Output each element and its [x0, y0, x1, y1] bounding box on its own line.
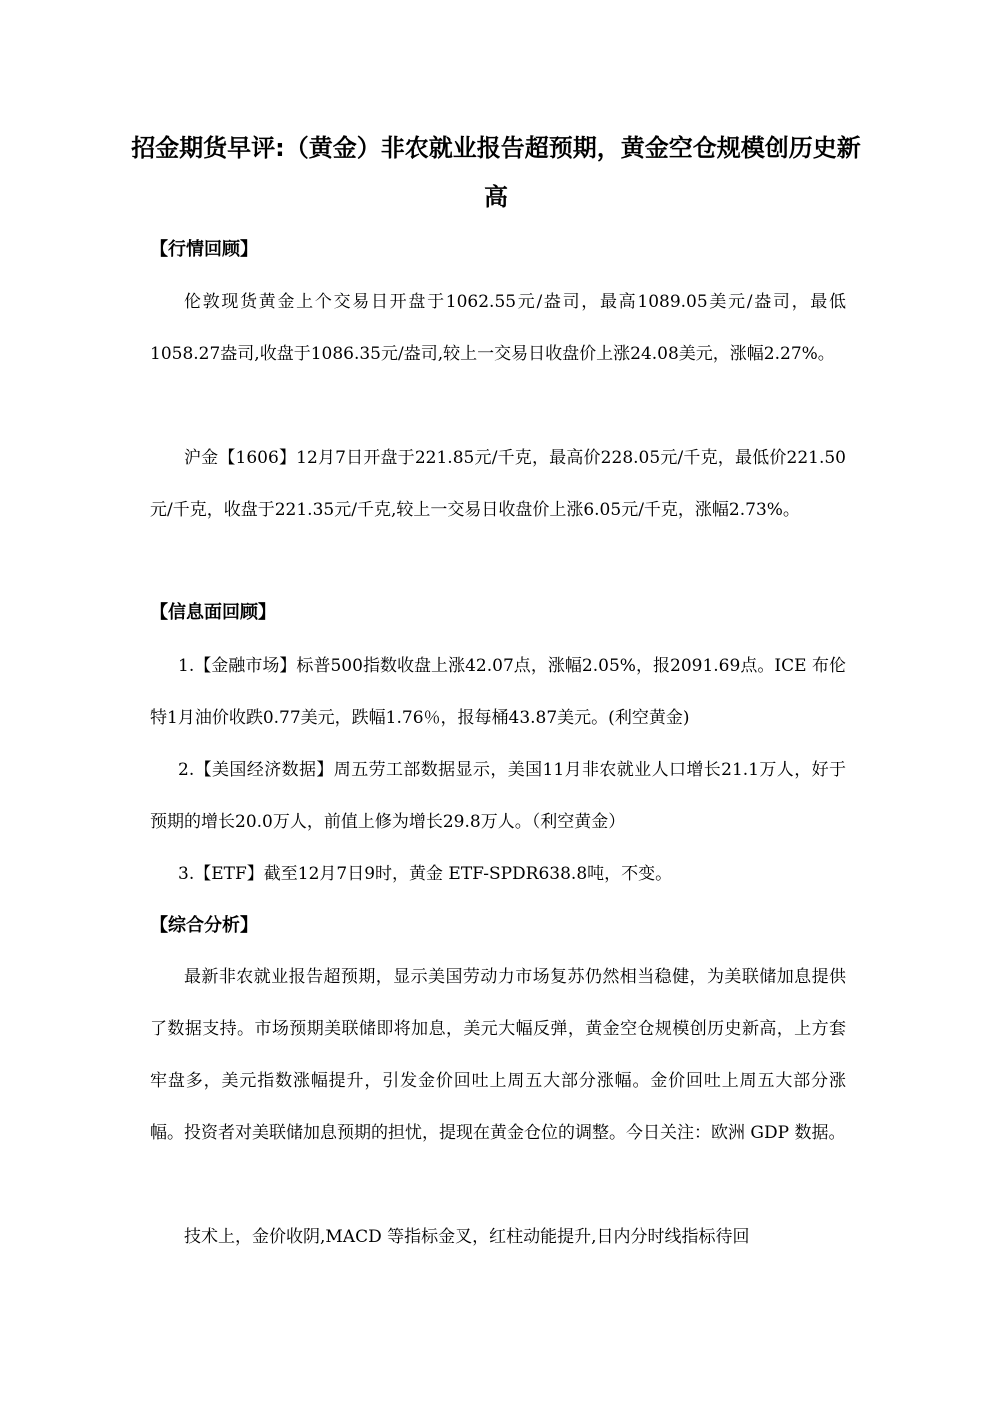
paragraph-london-gold: 伦敦现货黄金上个交易日开盘于1062.55元/盎司，最高1089.05美元/盎司，最低1058.27盎司,收盘于1086.35元/盎司,较上一交易日收盘价上涨24.08美元，涨幅2.27%。: [150, 292, 846, 364]
section-heading-news-review: 【信息面回顾】: [150, 602, 276, 623]
paragraph-technical-analysis: 技术上，金价收阴,MACD 等指标金叉，红柱动能提升,日内分时线指标待回: [184, 1227, 750, 1247]
news-item-financial-market: 1.【金融市场】标普500指数收盘上涨42.07点，涨幅2.05%，报2091.69点。ICE 布伦特1月油价收跌0.77美元，跌幅1.76％，报每桶43.87美元。(利空黄金): [150, 656, 846, 728]
paragraph-analysis-summary: 最新非农就业报告超预期，显示美国劳动力市场复苏仍然相当稳健，为美联储加息提供了数据支持。市场预期美联储即将加息，美元大幅反弹，黄金空仓规模创历史新高，上方套牢盘多，美元指数涨幅提升，引发金价回吐上周五大部分涨幅。金价回吐上周五大部分涨幅。投资者对美联储加息预期的担忧，提现在黄金仓位的调整。今日关注：欧洲 GDP 数据。: [150, 967, 846, 1143]
news-item-etf: 3.【ETF】截至12月7日9时，黄金 ETF-SPDR638.8吨，不变。: [178, 864, 673, 884]
section-heading-analysis: 【综合分析】: [150, 915, 258, 936]
news-item-us-economic-data: 2.【美国经济数据】周五劳工部数据显示，美国11月非农就业人口增长21.1万人，好于预期的增长20.0万人，前值上修为增长29.8万人。（利空黄金）: [150, 760, 846, 832]
section-heading-market-review: 【行情回顾】: [150, 239, 258, 260]
paragraph-shanghai-gold: 沪金【1606】12月7日开盘于221.85元/千克，最高价228.05元/千克，最低价221.50元/千克，收盘于221.35元/千克,较上一交易日收盘价上涨6.05元/千克，涨幅2.73%。: [150, 448, 846, 520]
document-title: 招金期货早评:（黄金）非农就业报告超预期，黄金空仓规模创历史新高: [131, 134, 861, 211]
